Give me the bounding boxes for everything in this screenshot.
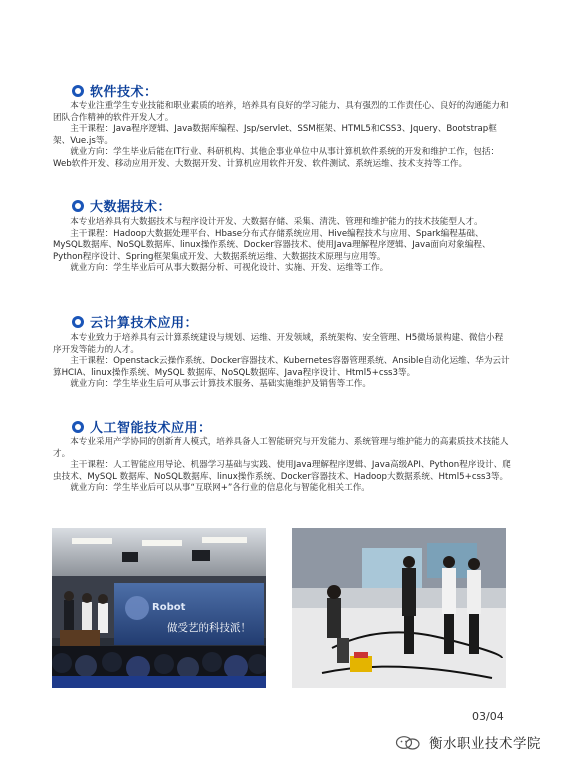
paragraph: 主干课程：Java程序逻辑、Java数据库编程、Jsp/servlet、SSM框架、HTML5和CSS3、Jquery、Bootstrap框架、Vue.js等。: [53, 124, 497, 146]
paragraph: 本专业致力于培养具有云计算系统建设与规划、运维、开发领域，系统架构、安全管理、H5微场景构建、微信小程序开发等能力的人才。: [53, 333, 504, 355]
section-body-cloud: [53, 333, 511, 391]
section-title-cloud: [72, 312, 198, 331]
paragraph: 本专业采用产学协同的创新育人模式，培养具备人工智能研究与开发能力、系统管理与维护能力的高素质技术技能人才。: [53, 437, 509, 459]
photo-auditorium: [52, 528, 266, 688]
section-body-bigdata: [53, 217, 511, 275]
photo-robotics: [292, 528, 506, 688]
footer-account: [395, 732, 541, 752]
bullet-circle-icon: [72, 200, 84, 212]
section-heading: 软件技术：: [90, 85, 158, 100]
page-number: 03/04: [472, 710, 504, 723]
paragraph: 主干课程：Hadoop大数据处理平台、Hbase分布式存储系统应用、Hive编程技术与应用、Spark编程基础、MySQL数据库、NoSQL数据库、linux操作系统、Docker容器技术、使用Java理解程序逻辑、Java面向对象编程、Python程序设计、Spring框架集成开发、大数据系统运维、大数据技术原理与应用等。: [53, 228, 491, 262]
paragraph: 就业方向：学生毕业后可以从事“互联网+”各行业的信息化与智能化相关工作。: [70, 483, 370, 494]
banner-slogan-text: 做受艺的科技派！: [167, 622, 251, 634]
paragraph: 主干课程：人工智能应用导论、机器学习基础与实践、使用Java理解程序逻辑、Java高级API、Python程序设计、爬虫技术、MySQL 数据库、NoSQL数据库、linux操作系统、Docker容器技术、Hadoop大数据系统、Html5+css3等。: [53, 460, 511, 482]
paragraph: 本专业培养具有大数据技术与程序设计开发、大数据存储、采集、清洗、管理和维护能力的技术技能型人才。: [70, 217, 483, 227]
section-heading: 大数据技术：: [90, 200, 172, 215]
bullet-circle-icon: [72, 316, 84, 328]
bullet-circle-icon: [72, 421, 84, 433]
paragraph: 就业方向：学生毕业后可从事大数据分析、可视化设计、实施、开发、运维等工作。: [70, 263, 389, 274]
banner-logo-text: Robot: [152, 602, 186, 613]
auditorium-photo-illustration: [52, 528, 266, 688]
section-title-bigdata: [72, 196, 171, 215]
bullet-circle-icon: [72, 85, 84, 97]
institution-name: 衡水职业技术学院: [429, 736, 541, 752]
paragraph: 就业方向：学生毕业后能在IT行业、科研机构、其他企事业单位中从事计算机软件系统的开发和维护工作，包括：Web软件开发、移动应用开发、大数据开发、计算机应用软件开发、软件测试、系统运维、技术支持等工作。: [53, 147, 500, 169]
section-body-ai: [53, 437, 511, 495]
paragraph: 就业方向：学生毕业生后可从事云计算技术服务、基础实施维护及销售等工作。: [70, 379, 371, 390]
paragraph: 本专业注重学生专业技能和职业素质的培养，培养具有良好的学习能力、具有强烈的工作责任心、良好的沟通能力和团队合作精神的软件开发人才。: [53, 101, 509, 123]
wechat-icon: [395, 735, 421, 749]
robotics-photo-illustration: [292, 528, 506, 688]
section-title-ai: [72, 417, 212, 436]
paragraph: 主干课程：Openstack云操作系统、Docker容器技术、Kubernetes容器管理系统、Ansible自动化运维、华为云计算HCIA、linux操作系统、MySQL 数据库、NoSQL数据库、Java程序设计、Html5+css3等。: [53, 356, 510, 378]
section-heading: 云计算技术应用：: [90, 316, 199, 331]
section-title-software: [72, 81, 158, 100]
section-body-software: [53, 101, 511, 171]
section-heading: 人工智能技术应用：: [90, 421, 212, 436]
